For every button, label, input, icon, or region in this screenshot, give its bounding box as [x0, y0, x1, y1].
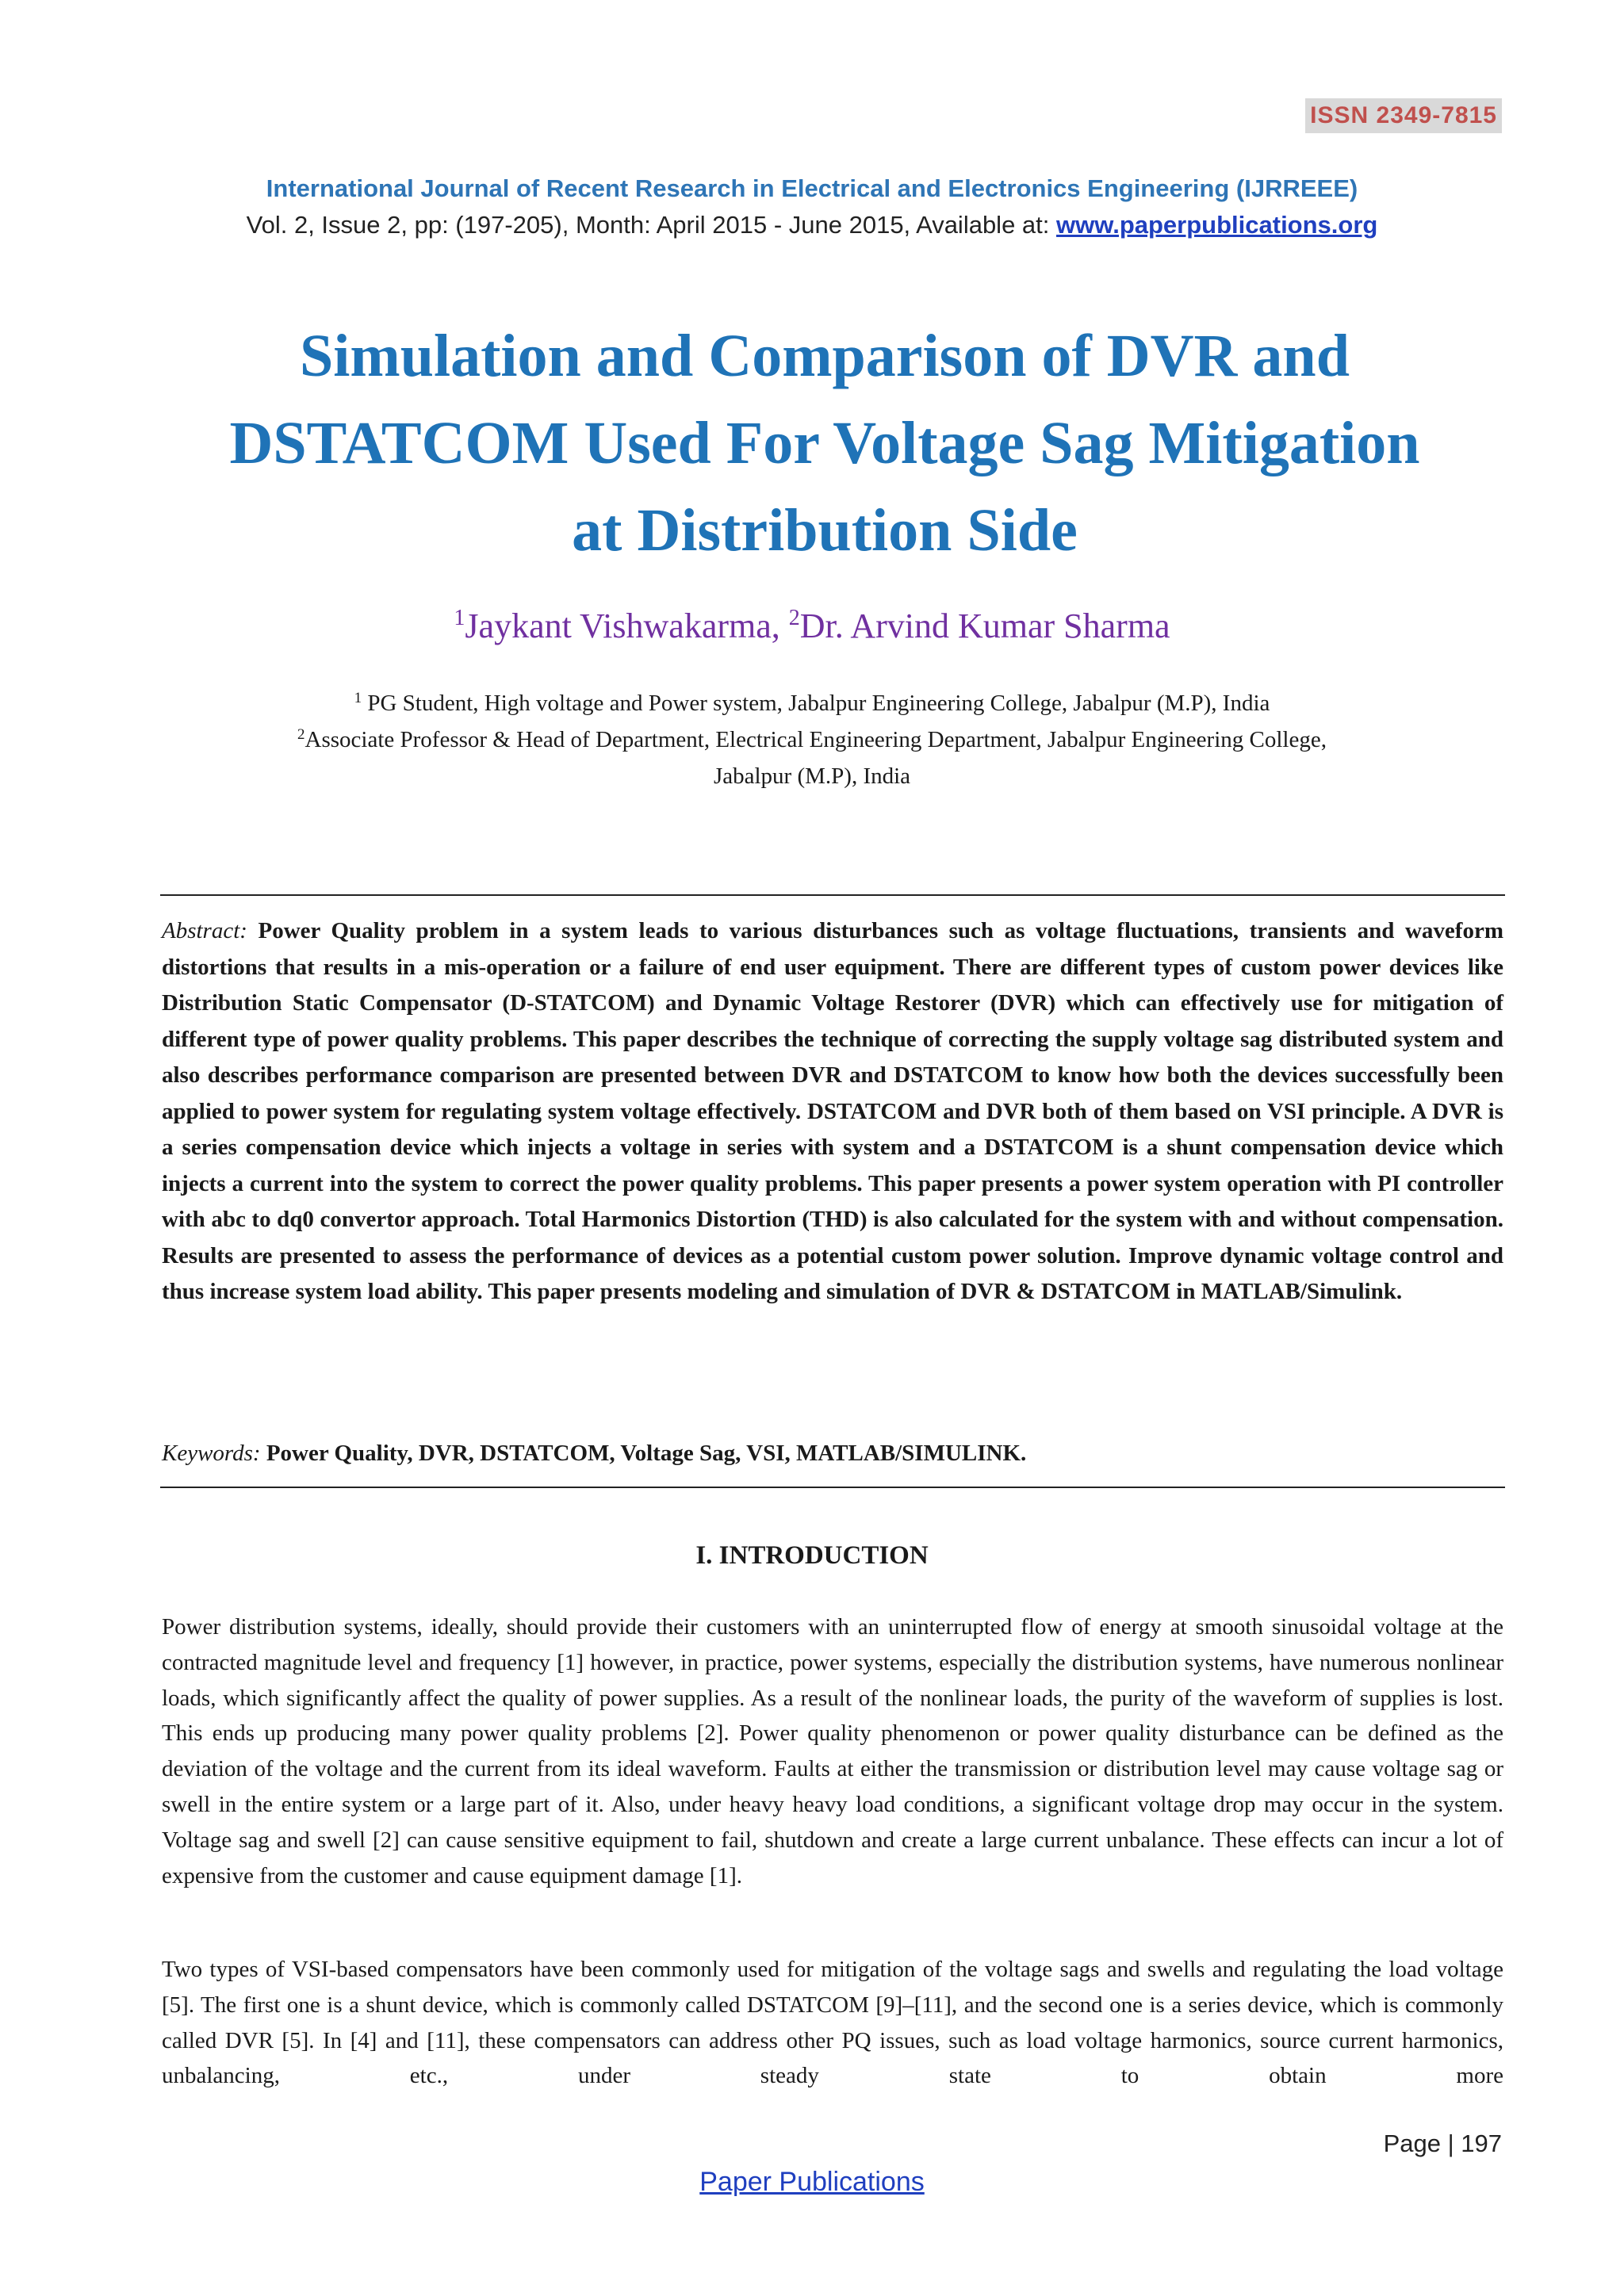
keywords [162, 1436, 1503, 1471]
author-1-superscript: 1 [454, 606, 465, 630]
publisher-link[interactable]: Paper Publications [699, 2167, 925, 2197]
keywords-text: Power Quality, DVR, DSTATCOM, Voltage Sag, VSI, MATLAB/SIMULINK. [260, 1441, 1027, 1466]
author-1-name: Jaykant Vishwakarma, [465, 607, 789, 645]
title-line-1: Simulation and Comparison of DVR and [300, 323, 1350, 389]
affiliation-2-text: Associate Professor & Head of Department, Electrical Engineering Department, Jabalpur Engineering College, [304, 727, 1327, 752]
issn-badge: ISSN 2349-7815 [1305, 98, 1502, 133]
body-paragraph: Power distribution systems, ideally, should provide their customers with an uninterrupted flow of energy at smooth sinusoidal voltage at the contracted magnitude level and frequency [1] however, in practice, power systems, especially the distribution systems, have numerous nonlinear loads, which significantly affect the quality of power supplies. As a result of the nonlinear loads, the purity of the waveform of supplies is lost. This ends up producing many power quality problems [2]. Power quality phenomenon or power quality disturbance can be defined as the deviation of the voltage and the current from its ideal waveform. Faults at either the transmission or distribution level may cause voltage sag or swell in the entire system or a large part of it. Also, under heavy heavy load conditions, a significant voltage drop may occur in the system. Voltage sag and swell [2] can cause sensitive equipment to fail, shutdown and create a large current unbalance. These effects can incur a lot of expensive from the customer and cause equipment damage [1]. [162, 1614, 1503, 1888]
abstract [162, 913, 1503, 1311]
keywords-label: Keywords: [162, 1441, 261, 1466]
abstract-top-rule [160, 894, 1505, 896]
volume-info [0, 208, 1624, 243]
title-line-2: DSTATCOM Used For Voltage Sag Mitigation [229, 410, 1420, 476]
affiliation-1-superscript: 1 [354, 690, 362, 706]
affiliations [119, 685, 1505, 794]
paper-title [143, 312, 1507, 574]
affiliation-2-continued: Jabalpur (M.P), India [713, 763, 911, 789]
footer [0, 2163, 1624, 2201]
author-2-name: Dr. Arvind Kumar Sharma [799, 607, 1170, 645]
journal-website-link[interactable]: www.paperpublications.org [1056, 211, 1378, 239]
page-number: Page | 197 [1383, 2130, 1502, 2157]
title-line-3: at Distribution Side [572, 497, 1078, 564]
volume-text: Vol. 2, Issue 2, pp: (197-205), Month: April 2015 - June 2015, Available at: [246, 211, 1057, 239]
abstract-bottom-rule [160, 1487, 1505, 1488]
abstract-text: Power Quality problem in a system leads to various disturbances such as voltage fluctuations, transients and waveform distortions that results in a mis-operation or a failure of end user equipment. There are different types of custom power devices like Distribution Static Compensator (D-STATCOM) and Dynamic Voltage Restorer (DVR) which can effectively use for mitigation of different type of power quality problems. This paper describes the technique of correcting the supply voltage sag distributed system and also describes performance comparison are presented between DVR and DSTATCOM to know how both the devices successfully been applied to power system for regulating system voltage effectively. DSTATCOM and DVR both of them based on VSI principle. A DVR is a series compensation device which injects a voltage in series with system and a DSTATCOM is a shunt compensation device which injects a current into the system to correct the power quality problems. This paper presents a power system operation with PI controller with abc to dq0 convertor approach. Total Harmonics Distortion (THD) is also calculated for the system with and without compensation. Results are presented to assess the performance of devices as a potential custom power solution. Improve dynamic voltage control and thus increase system load ability. This paper presents modeling and simulation of DVR & DSTATCOM in MATLAB/Simulink. [162, 918, 1503, 1304]
affiliation-2 [119, 721, 1505, 758]
journal-name: International Journal of Recent Research in Electrical and Electronics Engineering (IJRREEE) [266, 174, 1358, 202]
author-2-superscript: 2 [788, 606, 800, 630]
section-heading-introduction: I. INTRODUCTION [695, 1541, 929, 1570]
abstract-label: Abstract: [162, 918, 247, 943]
affiliation-1-text: PG Student, High voltage and Power system, Jabalpur Engineering College, Jabalpur (M.P), India [362, 691, 1270, 716]
author-list [0, 603, 1624, 650]
body-paragraph: Two types of VSI-based compensators have been commonly used for mitigation of the voltage sags and swells and regulating the load voltage [5]. The first one is a shunt device, which is commonly called DSTATCOM [9]–[11], and the second one is a series device, which is commonly called DVR [5]. In [4] and [11], these compensators can address other PQ issues, such as load voltage harmonics, source current harmonics, unbalancing, etc., under steady state to obtain more [162, 1957, 1503, 2089]
affiliation-2-superscript: 2 [297, 726, 305, 743]
affiliation-1 [119, 685, 1505, 721]
